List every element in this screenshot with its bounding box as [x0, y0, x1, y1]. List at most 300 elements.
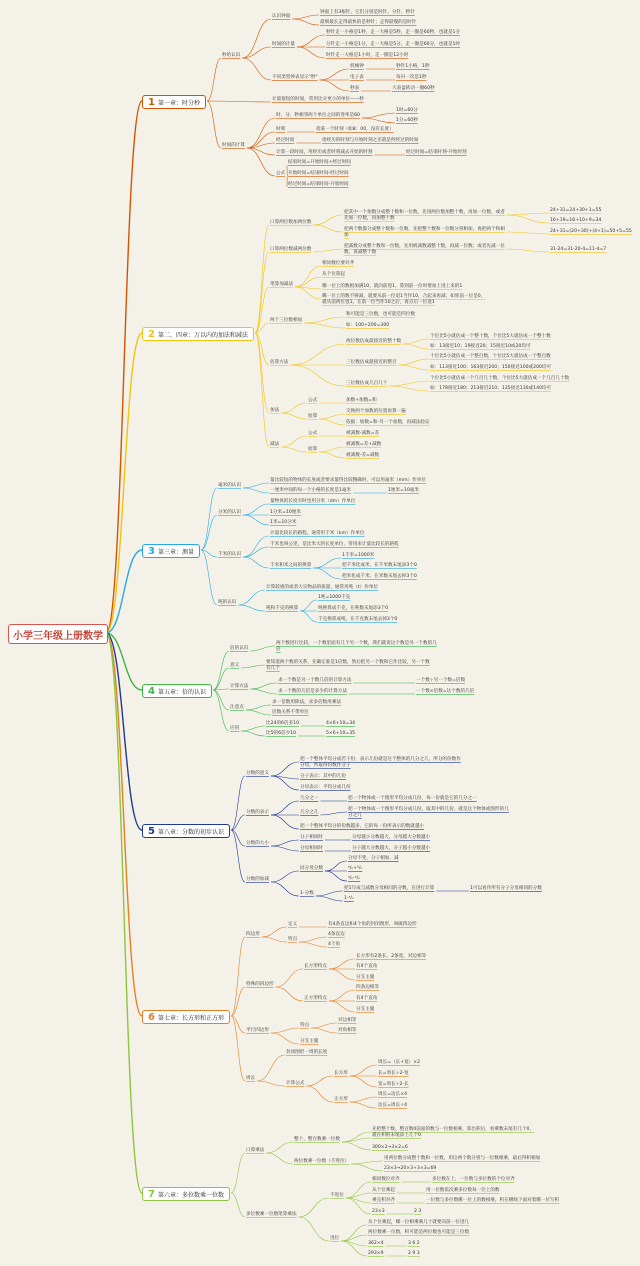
connector-line [341, 1235, 367, 1241]
connector-line [325, 861, 347, 871]
connector-line [271, 846, 299, 851]
chapter-7[interactable] [142, 1187, 230, 1201]
topic-w21b: 分之几 [348, 812, 362, 818]
topic-y11: 分母不变，分子相加、减 [348, 855, 399, 861]
topic-d12: 16+19=16+10+9=34 [550, 217, 602, 223]
chapter-number: 1 [148, 96, 155, 108]
connector-line [266, 1153, 293, 1164]
topic-i: 加法 [270, 407, 280, 413]
topic-m33: 把米化成千米，在米数末尾去掉3个0 [342, 573, 417, 579]
connector-line [281, 436, 307, 447]
connector-line [320, 812, 347, 815]
topic-z: 四边形 [246, 931, 260, 937]
topic-z32: 正方形特点 [304, 995, 327, 1001]
topic-m3: 千米和米之间的换算 [270, 562, 312, 568]
connector-line [299, 1198, 329, 1217]
connector-line [290, 365, 345, 386]
topic-dd121: 用一位数依次乘多位数每一位上的数 [426, 1187, 500, 1193]
connector-line [507, 232, 549, 234]
connector-line [241, 665, 265, 668]
topic-b41: 经过时间=结束时刻-开始时刻 [406, 149, 467, 155]
topic-z2: 特点 [288, 936, 298, 942]
topic-u1: 把一个整体平均分成若干份，表示几份就是这个整体的几分之几，所分的份数作 [300, 756, 461, 762]
topic-z313: 分支主题 [356, 974, 375, 980]
chapter-number: 6 [148, 1011, 155, 1023]
topic-b: 时间的计算 [222, 142, 245, 148]
topic-f2: 从个位算起 [322, 271, 345, 277]
topic-y: 分数的加减 [246, 876, 269, 882]
topic-bb213: 宽=周长÷2-长 [378, 1081, 409, 1087]
connector-line [295, 277, 321, 287]
connector-line [241, 726, 265, 731]
topic-m: 千米的认识 [218, 551, 241, 557]
topic-h11: 个位比5小就估成一个整十数，个位比5大就估成一个整十数 [430, 333, 551, 339]
topic-b52: 开始时间=结束时间-经过时间 [288, 170, 349, 176]
connector-line [281, 403, 307, 413]
connector-line [213, 690, 229, 731]
topic-e1b: 数，再减整十数 [344, 249, 377, 255]
connector-line [320, 69, 349, 80]
topic-h2: 三位数估成最接近的整百 [346, 359, 397, 365]
topic-x11: 分母越小分数越大，分母越大分数越小 [352, 834, 431, 840]
connector-line [243, 504, 269, 515]
connector-line [231, 1153, 245, 1193]
topic-dd24: 293×9 [368, 1250, 384, 1256]
topic-j21: 被减数=差+减数 [346, 441, 382, 447]
connector-line [255, 333, 269, 413]
topic-a32: 电子表 [350, 74, 364, 80]
topic-p1b: 有几个 [266, 665, 280, 671]
connector-line [201, 550, 217, 605]
topic-cc22: 23×3→20×3+3×3=69 [384, 1165, 437, 1171]
topic-a1: 认识钟面 [272, 13, 291, 19]
connector-line [201, 550, 217, 557]
chapter-2[interactable] [142, 327, 254, 341]
connector-line [319, 419, 345, 425]
topic-d21: 24+31=(20+30)+(4+1)=50+5=55 [550, 228, 632, 234]
connector-line [313, 215, 343, 225]
topic-k21: 1厘米=10毫米 [388, 487, 419, 493]
connector-line [207, 58, 221, 101]
topic-r1: 求一倍数用除法，求多倍数用乘法 [272, 699, 341, 705]
topic-d11: 24+31=24+30+1=55 [550, 207, 602, 213]
connector-line [403, 339, 429, 344]
connector-line [350, 1065, 377, 1076]
topic-p1: 要知道两个数的关系，先确定谁是1倍数，然后把另一个数和它作比较，另一个数 [266, 659, 430, 665]
connector-line [290, 344, 345, 365]
topic-b1: 时、分、秒相邻两个单位之间的进率是60 [276, 112, 360, 118]
topic-y1: 同分母分数 [300, 865, 323, 871]
topic-z1: 定义 [288, 921, 298, 927]
connector-line [350, 1102, 377, 1108]
topic-h12: 如：13接近10；19接近20；15接近10或20均可 [430, 343, 531, 349]
topic-dd141: 2 3 [414, 1208, 422, 1214]
topic-aa: 平行四边形 [246, 1027, 269, 1033]
connector-line [362, 113, 395, 118]
topic-dd1: 不进位 [330, 1192, 344, 1198]
topic-bb: 周长 [246, 1075, 256, 1081]
topic-bb22: 正方形 [334, 1096, 348, 1102]
topic-y22: 1-ᵃ/ₙ [344, 895, 354, 901]
topic-dd21: 从个位乘起，哪一位相乘满几十就要向前一位进几 [368, 1219, 470, 1225]
topic-a321: 每闪一次是1秒 [396, 74, 427, 80]
connector-line [341, 1225, 367, 1241]
connector-line [304, 317, 345, 323]
chapter-label: 第六章：多位数乘一位数 [157, 1191, 224, 1199]
connector-line [304, 323, 345, 328]
topic-h1: 两位数估成最接近的整十数 [346, 338, 402, 344]
topic-f3: 哪一位上的数相加满10，就向前进1，算到前一位时要加上进上来的1 [322, 283, 463, 289]
connector-line [231, 1016, 245, 1081]
topic-w11: 把一个物体或一个图形平均分成几份，每一份就是它的几分之一 [348, 795, 477, 801]
topic-a331: 大表盘转动一圈60秒 [392, 85, 435, 91]
topic-e1: 把减数分成整十数和一位数，先用被减数减整十数，再减一位数；或者先减一位 [344, 243, 505, 249]
topic-s21: 5×6+10=35 [326, 730, 356, 736]
topic-b51: 结束时间=开始时间+经过时间 [288, 159, 351, 165]
topic-cc21: 用两位数分成整十数和一位数，用这两个数分别与一位数相乘，最后得积相加 [384, 1155, 541, 1161]
topic-m2: 千米也叫公里，是比米大的长度单位，常用来计量比较长的路程 [270, 541, 399, 547]
topic-z22: 4个角 [328, 941, 341, 947]
topic-l2: 1分米=10厘米 [270, 509, 301, 515]
topic-i11: 加数+加数=和 [346, 397, 377, 403]
topic-q2: 求一个数的几倍是多少的计算方法 [278, 688, 347, 694]
connector-line [246, 705, 271, 710]
topic-dd2: 进位 [330, 1235, 340, 1241]
topic-dd14: 23×3 [372, 1208, 385, 1214]
connector-line [247, 148, 275, 176]
connector-line [300, 611, 317, 622]
topic-bb212: 长=周长÷2-宽 [378, 1070, 409, 1076]
connector-line [231, 1193, 245, 1217]
topic-cc1: 整十、整百数乘一位数 [294, 1136, 340, 1142]
topic-f4b: 就从前两位退1，在前一位当作10之后，再点后一位退1 [322, 299, 435, 305]
connector-line [271, 762, 299, 776]
chapter-3[interactable] [142, 544, 200, 558]
topic-i2: 验算 [308, 413, 318, 419]
topic-h31: 个位比5小就估成一个几百几十数，个位比5大就估成一个几百几十数 [430, 375, 570, 381]
topic-y21: 把1写成与减数分母相同的分数，在进行计算 [344, 885, 435, 891]
connector-line [362, 118, 395, 123]
connector-line [106, 633, 142, 1193]
topic-aa11: 对边相等 [338, 1017, 357, 1023]
topic-cc2: 两位数乘一位数（不进位） [294, 1158, 350, 1164]
topic-z312: 有4个直角 [356, 963, 378, 969]
topic-dd131: 一位数与多位数哪一位上的数相乘，积在横线下面对着哪一位写积 [426, 1197, 560, 1203]
connector-line [399, 359, 429, 365]
topic-o: 倍的认识 [230, 645, 249, 651]
connector-line [316, 891, 343, 896]
topic-cc11: 先把整十数、整百数0前面的数与一位数相乘，算出积后，看乘数末尾有几个0， [372, 1126, 535, 1132]
topic-aa12: 对角相等 [338, 1027, 357, 1033]
topic-cc: 口算乘法 [246, 1147, 265, 1153]
connector-line [281, 447, 307, 452]
connector-line [350, 1097, 377, 1102]
topic-aa2: 分支主题 [300, 1038, 319, 1044]
topic-cc13: 300×2→3×2=6 [372, 1144, 408, 1150]
chapter-4[interactable] [142, 684, 212, 698]
topic-j: 减法 [270, 441, 280, 447]
topic-h: 估算方法 [270, 359, 289, 365]
topic-a33: 秒表 [350, 85, 360, 91]
topic-o1: 两个数进行比较，一个数里面有几个另一个数，我们就说这个数是另一个数的几 [276, 640, 437, 646]
connector-line [299, 942, 327, 947]
connector-line [403, 344, 429, 349]
topic-z323: 分支主题 [356, 1006, 375, 1012]
topic-g2: 如：100+200=300 [346, 322, 390, 328]
connector-line [243, 483, 269, 488]
connector-line [266, 1142, 293, 1153]
topic-h22: 如：113接近100；163接近200；150接近100或200均可 [430, 364, 552, 370]
chapter-1[interactable] [142, 95, 206, 109]
topic-h21: 十位比5小就估成一个整百数，十位比5大就估成一个整百数 [430, 353, 551, 359]
topic-x2: 分母相同时 [300, 845, 323, 851]
connector-line [271, 801, 299, 815]
connector-line [243, 557, 269, 568]
topic-e11: 31-24=31-20-4=11-4=7 [550, 246, 607, 252]
topic-z321: 四条边相等 [356, 984, 379, 990]
topic-x: 分数的大小 [246, 840, 269, 846]
topic-a3: 不同类型钟表显示"秒" [272, 74, 318, 80]
topic-b53: 经过时间=结束时间-开始时间 [288, 181, 349, 187]
connector-line [250, 646, 275, 651]
connector-line [276, 987, 303, 1001]
connector-line [243, 515, 269, 525]
connector-line [243, 547, 269, 557]
topic-b31: 指经历的时刻与开始时刻之差就是所经过的时间 [322, 137, 419, 143]
topic-bb222: 边长=周长÷4 [378, 1102, 407, 1108]
topic-dd22: 两位数乘一位数，积可能是两位数也可能是三位数 [368, 1229, 470, 1235]
topic-m31: 1千米=1000米 [342, 552, 375, 558]
topic-i21: 交换两个加数的位置再算一遍 [346, 408, 406, 414]
connector-line [271, 1028, 299, 1033]
topic-d2b: 加 [344, 232, 349, 238]
topic-f: 笔算加减法 [270, 281, 293, 287]
topic-z3: 特殊的四边形 [246, 981, 274, 987]
topic-dd11: 相同数位对齐 [372, 1176, 400, 1182]
topic-b3: 经过时间 [276, 137, 295, 143]
connector-line [389, 386, 429, 391]
topic-a21: 秒针走一小格是1秒，走一大格是5秒，走一圈是60秒，也就是1分 [326, 29, 461, 35]
topic-m1: 计量比较长的路程，通常用千米（km）作单位 [270, 530, 365, 536]
chapter-label: 第一章：时分秒 [157, 99, 200, 107]
topic-a23: 时针走一大格是1小时，走一圈是12小时 [326, 52, 409, 58]
topic-dd: 多位数乘一位数笔算乘法 [246, 1211, 297, 1217]
topic-b12: 1分=60秒 [396, 117, 418, 123]
connector-line [271, 776, 299, 790]
topic-j2: 验算 [308, 446, 318, 452]
connector-line [311, 1028, 337, 1033]
topic-n21: 1吨=1000千克 [318, 594, 351, 600]
connector-line [281, 413, 307, 419]
topic-cc12: 就在积的末尾添上几个0 [372, 1132, 421, 1138]
topic-z311: 长方形有2条长、2条宽，对边相等 [356, 953, 427, 959]
topic-bb2: 计算公式 [286, 1080, 305, 1086]
connector-line [507, 249, 549, 252]
connector-line [257, 1055, 285, 1081]
topic-dd13: 乘完积对齐 [372, 1197, 395, 1203]
topic-aa1: 特点 [300, 1022, 310, 1028]
topic-a: 秒的认识 [222, 52, 241, 58]
chapter-5[interactable] [142, 824, 230, 838]
topic-s11: 4×6+10=34 [326, 720, 356, 726]
topic-y13: ᵃ/ₙ-ᵇ/ₙ [348, 875, 361, 881]
connector-line [313, 249, 343, 252]
topic-a2: 时间的计量 [272, 41, 295, 47]
topic-n2: 吨和千克的换算 [266, 605, 299, 611]
connector-line [351, 1164, 383, 1171]
topic-d2: 把两个数都分成整十数和一位数，先把整十数和一位数分别相加，再把两个和相 [344, 226, 505, 232]
connector-line [255, 225, 269, 333]
topic-u1b: 分母，所取得份数作分子 [300, 762, 351, 768]
topic-x1: 分子相同时 [300, 834, 323, 840]
topic-a4: 计量很短的时间，常用比分更小的单位——秒 [272, 96, 364, 102]
connector-line [507, 215, 549, 223]
connector-line [243, 536, 269, 557]
connector-line [246, 710, 271, 715]
connector-line [399, 365, 429, 370]
topic-bb21: 长方形 [334, 1070, 348, 1076]
connector-line [250, 689, 277, 694]
chapter-number: 2 [148, 328, 155, 340]
connector-line [342, 1142, 371, 1150]
topic-y211: 1可以看作所有分子分母相同的分数 [470, 885, 542, 891]
connector-line [238, 605, 265, 611]
topic-q21: 一个数×倍数=这个数的几倍 [416, 688, 475, 694]
topic-q11: 一个数÷另一个数=倍数 [416, 677, 466, 683]
connector-line [297, 35, 325, 47]
connector-line [207, 101, 271, 102]
topic-s: 应用 [230, 725, 240, 731]
connector-line [313, 225, 343, 232]
connector-line [329, 959, 355, 969]
topic-bb1: 封闭图形一周的长度 [286, 1049, 328, 1055]
connector-line [316, 896, 343, 901]
topic-b4: 计算一段时间，用经历或者时刻减去开始的时刻 [276, 149, 373, 155]
connector-line [329, 969, 355, 980]
connector-line [295, 266, 321, 287]
topic-a22: 分针走一小格是1分，走一大格是5分，走一圈是60分，也就是1时 [326, 41, 461, 47]
chapter-number: 5 [148, 825, 155, 837]
connector-line [262, 927, 287, 937]
topic-a311: 秒针1小格，1秒 [396, 63, 430, 69]
connector-line [319, 452, 345, 458]
connector-line [213, 690, 229, 710]
topic-f4: 哪一位上的数不够减，就要从前一位退1当作10，合起来再减；如果前一位是0， [322, 293, 486, 299]
topic-w3: 把一个整体平均分的份数越多，它的每一份所表示的数就越小 [300, 823, 425, 829]
topic-l: 分米的认识 [218, 509, 241, 515]
topic-dd12: 从个位乘起 [372, 1187, 395, 1193]
topic-k1: 量比较短的物体的长度或者要求量得比较精确时，可以用毫米（mm）作单位 [270, 477, 426, 483]
topic-i22: 依据：加数=和-另一个加数，再减法验证 [346, 419, 430, 425]
topic-j11: 被减数-减数=差 [346, 430, 380, 436]
topic-k: 毫米的认识 [218, 482, 241, 488]
connector-line [319, 414, 345, 419]
topic-w21: 把一个物体或一个图形平均分成几份，取其中的几份，就是这个物体或图形的几 [348, 806, 509, 812]
topic-b5: 公式 [276, 170, 286, 176]
topic-q1: 求一个数是另一个数几倍的计算方法 [278, 677, 352, 683]
topic-dd111: 多位数在上，一位数与多位数的个位对齐 [432, 1176, 515, 1182]
chapter-number: 7 [148, 1188, 155, 1200]
connector-line [255, 252, 269, 333]
topic-z11: 有4条直边和4个角的封闭图形，叫做四边形 [328, 921, 417, 927]
topic-h32: 如：178接近180；213接近210；135接近130或140均可 [430, 385, 552, 391]
topic-u: 分数的意义 [246, 770, 269, 776]
chapter-label: 第二、四章：万以内的加法和减法 [157, 331, 248, 339]
connector-line [389, 381, 429, 386]
topic-a31: 机械钟 [350, 63, 364, 69]
chapter-number: 4 [148, 685, 155, 697]
connector-line [271, 882, 299, 896]
topic-n1: 计算较重的或者大宗物品的质量，通常用吨（t）作单位 [266, 584, 379, 590]
topic-g1: 和可能是三位数，也可能是四位数 [346, 311, 415, 317]
topic-w2: 几分之几 [300, 809, 319, 815]
topic-d1: 把其中一个加数分成整十数和一位数，先用两位数加整十数，再加一位数，或者 [344, 209, 505, 215]
topic-bb211: 周长=（长+宽）×2 [378, 1059, 421, 1065]
topic-g: 两个三位数相加 [270, 317, 303, 323]
topic-d1b: 先加一位数，再加整十数 [344, 215, 395, 221]
topic-n22: 吨换算成千克，在吨数末尾添3个0 [318, 605, 389, 611]
topic-y12: ᵃ/ₙ+ᵇ/ₙ [348, 865, 363, 871]
chapter-6[interactable] [142, 1010, 230, 1024]
connector-line [320, 80, 349, 91]
topic-dd241: 2 9 3 [408, 1250, 420, 1256]
topic-b2: 时刻 [276, 126, 286, 132]
topic-a11: 钟面上有3根针，它们分别是时针、分针、秒针 [320, 9, 415, 15]
connector-line [257, 1081, 285, 1086]
topic-d: 口算两位数加两位数 [270, 219, 312, 225]
topic-k2: 一厘米中间的每一个小格的长度是1毫米 [270, 487, 352, 493]
connector-line [292, 15, 319, 19]
connector-line [207, 101, 221, 148]
connector-line [313, 558, 341, 568]
connector-line [243, 488, 269, 493]
connector-line [306, 1076, 333, 1086]
topic-z21: 4条直边 [328, 931, 345, 937]
topic-u3: 分母表示：平均分成几份 [300, 784, 351, 790]
topic-s2: 比5的6倍少10 [266, 730, 297, 736]
topic-e: 口算两位数减两位数 [270, 246, 312, 252]
topic-l3: 1米=10分米 [270, 519, 297, 525]
connector-line [329, 1001, 355, 1012]
topic-dd23: 362×4 [368, 1240, 384, 1246]
connector-line [238, 590, 265, 605]
topic-s1: 比24的6倍多10 [266, 720, 299, 726]
connector-line [350, 1076, 377, 1087]
chapter-number: 3 [148, 545, 155, 557]
connector-line [297, 47, 325, 58]
root-topic[interactable]: 小学三年级上册数学 [8, 624, 108, 644]
topic-m32: 把千米化成米，在千米数末尾添3个0 [342, 562, 417, 568]
connector-line [276, 969, 303, 987]
topic-u2: 分子表示：其中的几份 [300, 773, 346, 779]
topic-a12: 最细最长走得最快的是秒针；走得最慢的是时针 [320, 19, 417, 25]
topic-bb221: 周长=边长×4 [378, 1091, 407, 1097]
topic-b11: 1时=60分 [396, 107, 418, 113]
topic-w: 分数的表示 [246, 809, 269, 815]
topic-r: 注意点 [230, 704, 244, 710]
connector-line [306, 1086, 333, 1102]
topic-p: 意义 [230, 662, 240, 668]
topic-z322: 有4个直角 [356, 995, 378, 1001]
topic-q: 计算方法 [230, 683, 249, 689]
connector-line [313, 568, 341, 579]
topic-o1b: 倍 [276, 646, 281, 652]
topic-n23: 千克换算成吨，在千克数末尾去掉3个0 [318, 616, 398, 622]
connector-line [201, 488, 217, 550]
connector-line [271, 840, 299, 846]
connector-line [325, 871, 347, 881]
connector-line [213, 651, 229, 690]
